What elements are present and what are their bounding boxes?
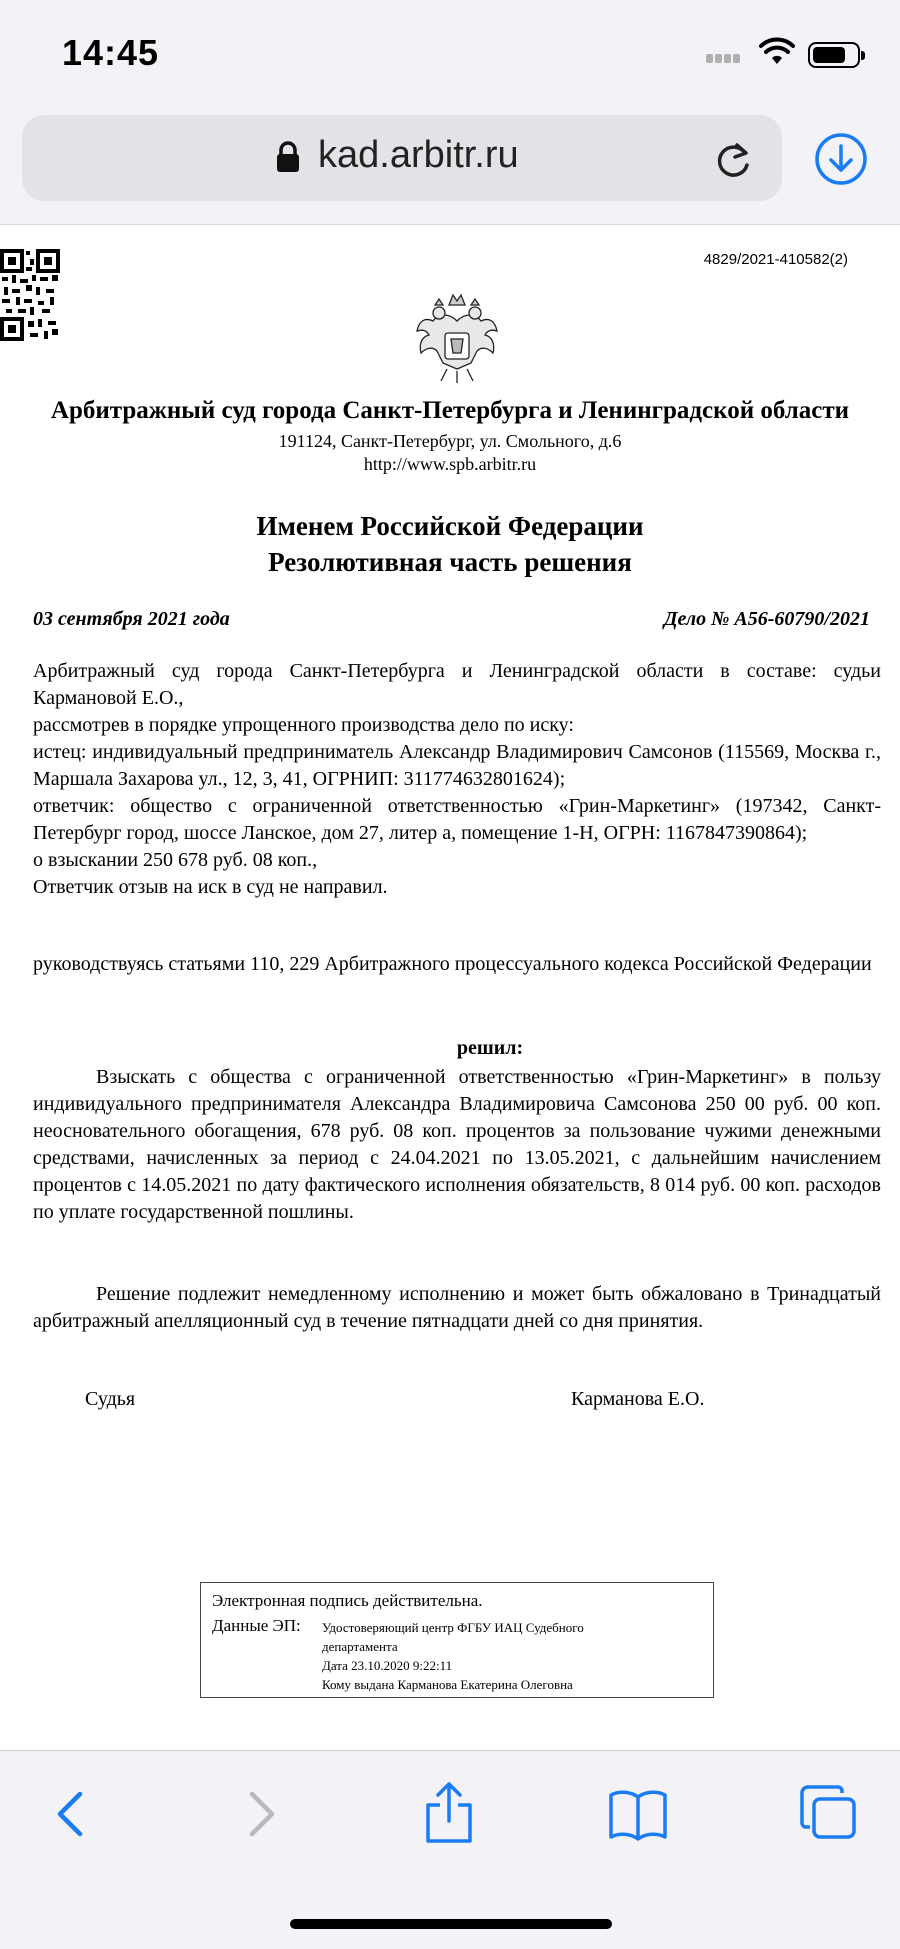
- judge-label: Судья: [85, 1388, 136, 1410]
- court-address: 191124, Санкт-Петербург, ул. Смольного, д.6: [278, 431, 622, 451]
- decision-text: [33, 1064, 881, 1226]
- cellular-signal-icon: [706, 50, 742, 68]
- signature-data-label: Данные ЭП:: [212, 1616, 301, 1635]
- document-subheading: Резолютивная часть решения: [268, 547, 632, 577]
- status-time: 14:45: [62, 32, 160, 73]
- signature-issued-to: Кому выдана Карманова Екатерина Олеговна: [322, 1677, 573, 1692]
- case-number: Дело № А56-60790/2021: [663, 608, 870, 630]
- download-icon[interactable]: [814, 132, 868, 186]
- signature-issuer-line2: департамента: [322, 1639, 398, 1654]
- no-response-text: Ответчик отзыв на иск в суд не направил.: [33, 876, 388, 898]
- document-heading: Именем Российской Федерации: [256, 511, 644, 541]
- judge-name: Карманова Е.О.: [571, 1388, 705, 1410]
- document-id: 4829/2021-410582(2): [703, 251, 848, 268]
- battery-icon: [808, 42, 860, 68]
- coat-of-arms-emblem: [413, 291, 501, 385]
- court-website: http://www.spb.arbitr.ru: [363, 454, 537, 474]
- share-icon[interactable]: [422, 1781, 476, 1845]
- lock-icon: [276, 141, 300, 173]
- home-indicator: [290, 1919, 612, 1929]
- decision-date: 03 сентября 2021 года: [33, 608, 230, 630]
- signature-issuer-line1: Удостоверяющий центр ФГБУ ИАЦ Судебного: [322, 1620, 584, 1635]
- address-bar[interactable]: [22, 115, 782, 201]
- document-page: [0, 224, 900, 1751]
- procedure-text: рассмотрев в порядке упрощенного производства дело по иску:: [33, 714, 574, 736]
- qr-code: [0, 249, 60, 341]
- electronic-signature-stamp: [200, 1582, 714, 1698]
- url-text[interactable]: kad.arbitr.ru: [318, 134, 519, 176]
- claim-text: о взыскании 250 678 руб. 08 коп.,: [33, 849, 318, 871]
- appeal-paragraph: Решение подлежит немедленному исполнению и может быть обжаловано в Тринадцатый арбитражный апелляционный суд в течение пятнадцати дней со дня принятия.: [33, 1283, 881, 1332]
- reload-icon[interactable]: [715, 139, 753, 181]
- recovery-paragraph: Взыскать с общества с ограниченной ответственностью «Грин-Маркетинг» в пользу индивидуального предпринимателя Александра Владимировича Самсонова 250 00 руб. 00 коп. неосновательного обогащения, 678 руб. 08 коп. процентов за пользование чужими денежными средствами, начисленных за период с 24.04.2021 по 13.05.2021, с дальнейшим начислением процентов с 14.05.2021 по дату фактического исполнения обязательств, 8 014 руб. 00 коп. расходов по уплате государственной пошлины.: [33, 1066, 881, 1223]
- appeal-text: [33, 1281, 881, 1335]
- guided-text: руководствуясь статьями 110, 229 Арбитражного процессуального кодекса Российской Федерации: [33, 953, 872, 975]
- signature-valid-text: Электронная подпись действительна.: [212, 1591, 483, 1610]
- forward-icon[interactable]: [242, 1789, 282, 1839]
- plaintiff-text: истец: индивидуальный предприниматель Александр Владимирович Самсонов (115569, Москва г., Маршала Захарова ул., 12, 3, 41, ОГРНИП: 311774632801624);: [33, 741, 881, 790]
- resolved-label: решил:: [456, 1037, 524, 1059]
- court-composition-text: Арбитражный суд города Санкт-Петербурга и Ленинградской области в составе: судьи Кармановой Е.О.,: [33, 660, 881, 709]
- status-bar: [0, 0, 900, 110]
- court-name: Арбитражный суд города Санкт-Петербурга и Ленинградской области: [50, 397, 850, 424]
- case-details: [33, 658, 881, 901]
- bookmarks-icon[interactable]: [608, 1789, 668, 1841]
- back-icon[interactable]: [50, 1789, 90, 1839]
- legal-basis: [33, 951, 881, 978]
- defendant-text: ответчик: общество с ограниченной ответственностью «Грин-Маркетинг» (197342, Санкт-Петербург город, шоссе Ланское, дом 27, литер а, помещение 1-Н, ОГРН: 1167847390864);: [33, 795, 881, 844]
- signature-date: Дата 23.10.2020 9:22:11: [322, 1658, 453, 1673]
- wifi-icon: [759, 37, 795, 67]
- tabs-icon[interactable]: [800, 1785, 858, 1841]
